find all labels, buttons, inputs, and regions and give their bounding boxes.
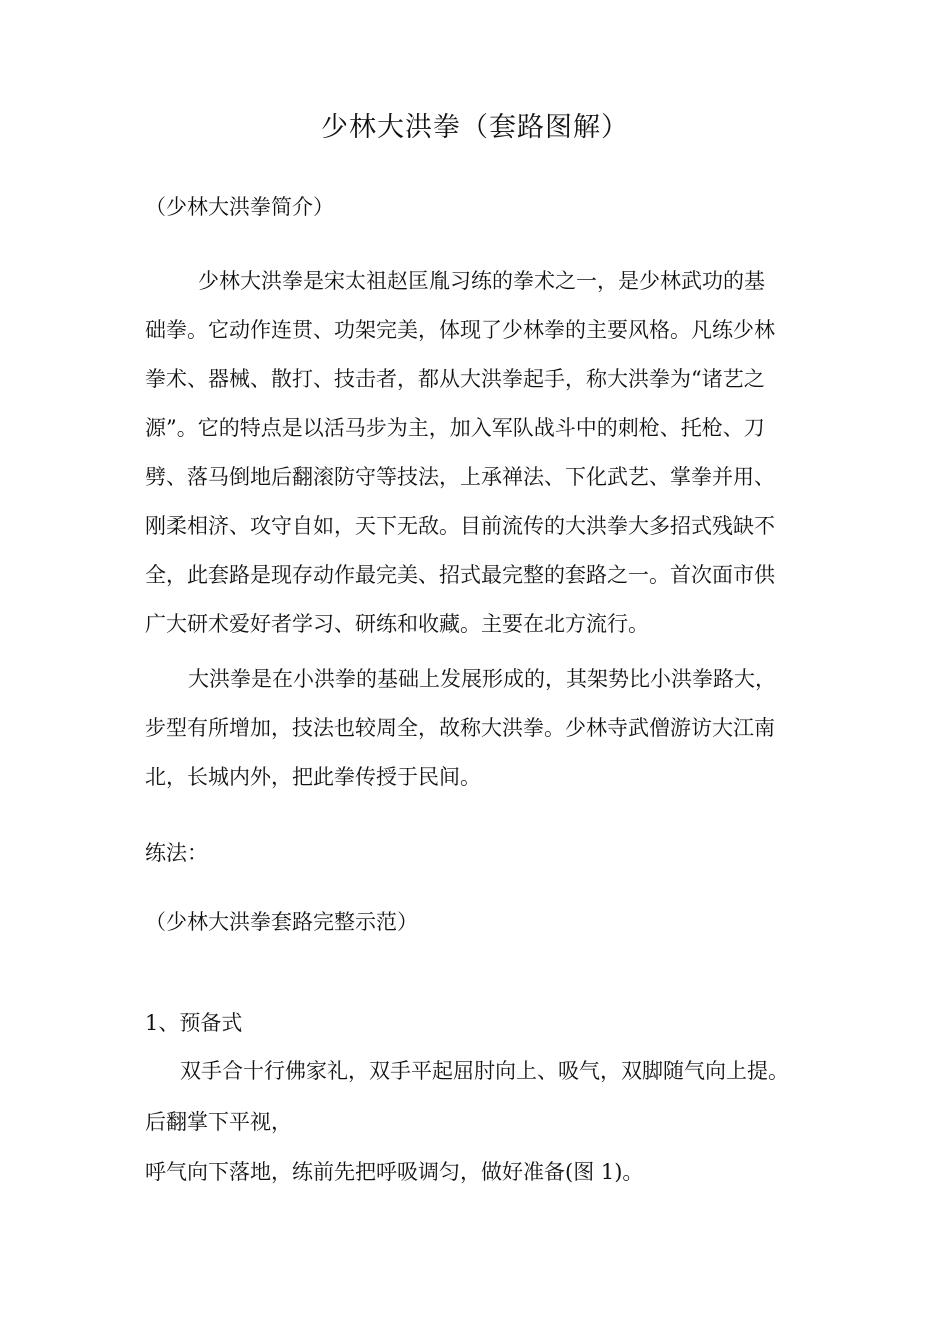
paragraph-line: 广大研术爱好者学习、研练和收藏。主要在北方流行。 (145, 612, 649, 636)
method-label: 练法： (145, 841, 208, 865)
paragraph-line: 北，长城内外，把此拳传授于民间。 (145, 765, 481, 789)
document-title: 少林大洪拳（套路图解） (321, 112, 629, 143)
paragraph-line: 源”。它的特点是以活马步为主，加入军队战斗中的刺枪、托枪、刀 (145, 416, 765, 440)
paragraph-line: 少林大洪拳是宋太祖赵匡胤习练的拳术之一，是少林武功的基 (198, 269, 765, 293)
paragraph-line: 拳术、器械、散打、技击者，都从大洪拳起手，称大洪拳为“诸艺之 (145, 367, 765, 391)
intro-paragraph-1 (145, 257, 810, 649)
step-1-line-2: 后翻掌下平视， (145, 1110, 292, 1134)
paragraph-line: 础拳。它动作连贯、功架完美，体现了少林拳的主要风格。凡练少林 (145, 318, 775, 342)
intro-heading: （少林大洪拳简介） (145, 195, 334, 219)
paragraph-line: 步型有所增加，技法也较周全，故称大洪拳。少林寺武僧游访大江南 (145, 716, 775, 740)
step-1-heading: 1、预备式 (145, 1011, 243, 1035)
step-1-line-3: 呼气向下落地，练前先把呼吸调匀，做好准备(图 1)。 (145, 1160, 644, 1184)
paragraph-line: 刚柔相济、攻守自如，天下无敌。目前流传的大洪拳大多招式残缺不 (145, 514, 775, 538)
paragraph-line: 劈、落马倒地后翻滚防守等技法，上承禅法、下化武艺、掌拳并用、 (145, 465, 775, 489)
paragraph-line: 大洪拳是在小洪拳的基础上发展形成的，其架势比小洪拳路大， (188, 667, 776, 691)
step-1-line-1: 双手合十行佛家礼，双手平起屈肘向上、吸气，双脚随气向上提。 (180, 1059, 789, 1083)
intro-paragraph-2 (145, 655, 810, 802)
demo-heading: （少林大洪拳套路完整示范） (145, 910, 418, 934)
paragraph-line: 全，此套路是现存动作最完美、招式最完整的套路之一。首次面市供 (145, 563, 775, 587)
